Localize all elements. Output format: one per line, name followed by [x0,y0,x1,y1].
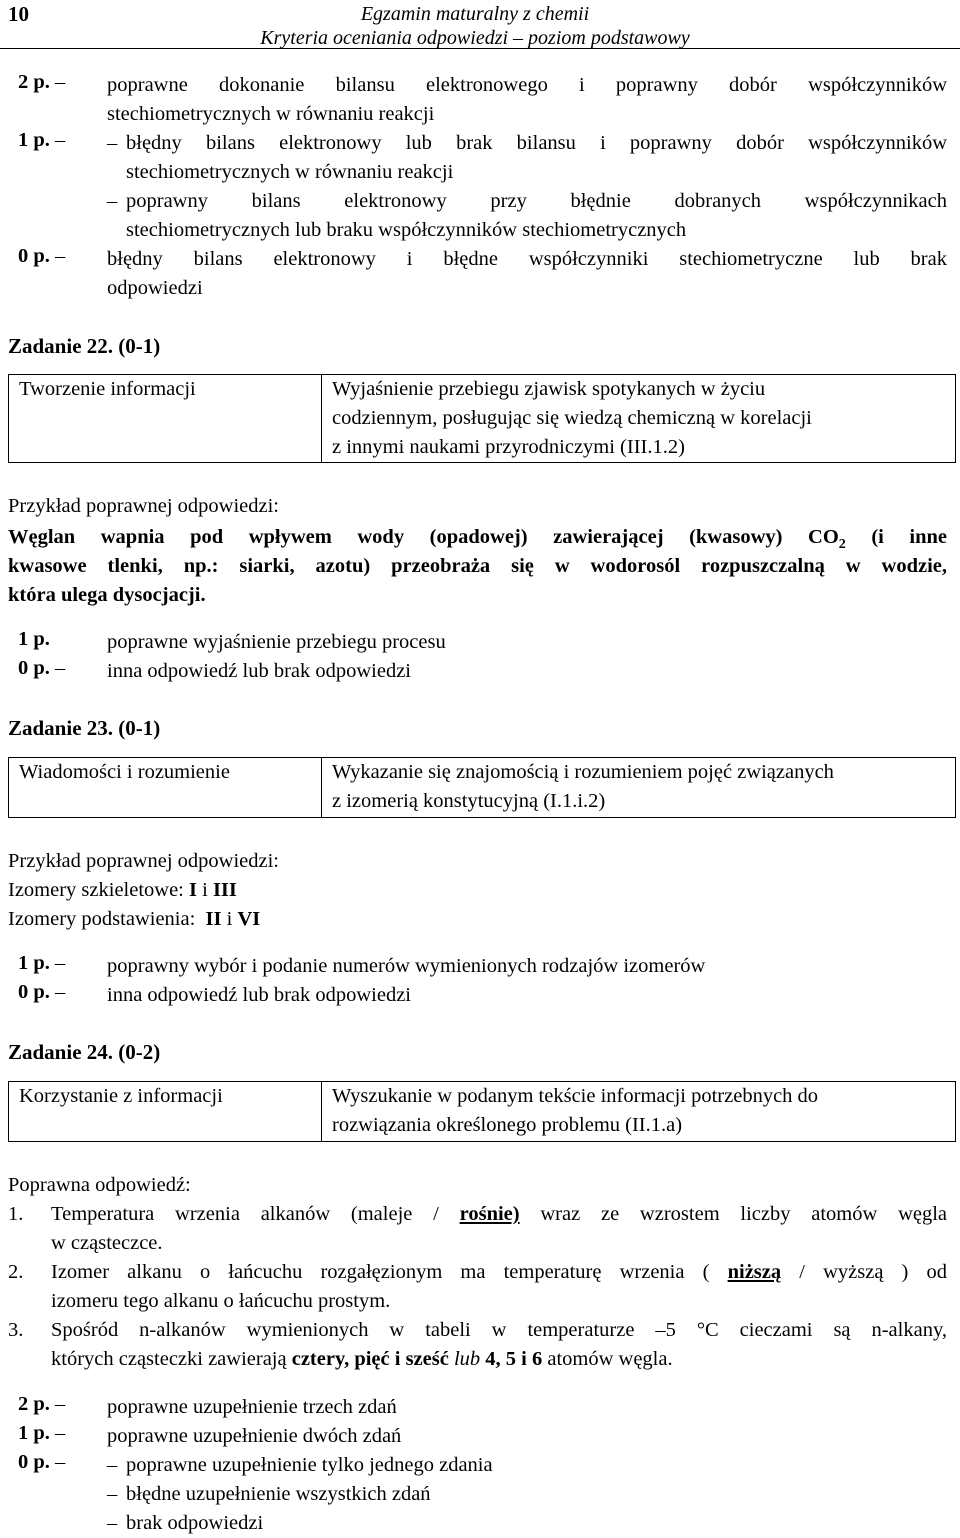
task-24-score-0p-label: 0 p. – [18,1451,66,1473]
task-23-score-0p-label: 0 p. – [18,981,66,1003]
task-23-title: Zadanie 23. (0-1) [8,716,161,740]
task-24-answer-3-line1: Spośród n-alkanów wymienionych w tabeli w temperaturze –5 °C cieczami są n-alkany, [51,1319,947,1341]
task-22-requirements-table [8,374,956,463]
dash-bullet: – [107,132,118,154]
exam-subtitle: Kryteria oceniania odpowiedzi – poziom podstawowy [260,27,690,49]
dash-bullet: – [107,1512,118,1534]
task-22-score-1p-label: 1 p. [18,628,50,650]
task-22-score-0p: inna odpowiedź lub brak odpowiedzi [107,660,412,682]
task-22-answer-line1: Węglan wapnia pod wpływem wody (opadowej) zawierającej (kwasowy) $CO_2$ (i inne [8,526,947,553]
header-divider [0,48,960,49]
exam-title: Egzamin maturalny z chemii [360,3,590,25]
task-24-score-0p-a: poprawne uzupełnienie tylko jednego zdania [126,1454,493,1476]
task-22-title: Zadanie 22. (0-1) [8,334,161,358]
task-22-example-label: Przykład poprawnej odpowiedzi: [8,495,279,517]
task-22-requirement: Wyjaśnienie przebiegu zjawisk spotykanych w życiu codziennym, posługując się wiedzą chemiczną w korelacji z innymi naukami przyrodniczymi (III.1.2) [322,375,956,463]
score-label-2p: 2 p. – [18,71,66,93]
task-24-category: Korzystanie z informacji [9,1082,322,1142]
score-2p-line1: poprawne dokonanie bilansu elektronowego i poprawny dobór współczynników [107,74,947,96]
score-2p-line2: stechiometrycznych w równaniu reakcji [107,103,435,125]
score-1p-a-line1: błędny bilans elektronowy lub brak bilansu i poprawny dobór współczynników [126,132,947,154]
page-number: 10 [8,2,29,26]
task-22-score-1p: poprawne wyjaśnienie przebiegu procesu [107,631,446,653]
task-22-answer-line3: która ulega dysocjacji. [8,584,206,606]
task-24-requirement: Wyszukanie w podanym tekście informacji potrzebnych do rozwiązania określonego problemu (II.1.a) [322,1082,956,1142]
score-0p-line1: błędny bilans elektronowy i błędne współczynniki stechiometryczne lub brak [107,248,947,270]
task-24-answer-1-line1: Temperatura wrzenia alkanów (maleje / rośnie) wraz ze wzrostem liczby atomów węgla [51,1203,948,1225]
dash-bullet: – [107,1454,118,1476]
task-24-answer-2-line2: izomeru tego alkanu o łańcuchu prostym. [51,1290,391,1312]
score-1p-b-line1: poprawny bilans elektronowy przy błędnie dobranych współczynnikach [126,190,947,212]
score-0p-line2: odpowiedzi [107,277,203,299]
task-24-answer-label: Poprawna odpowiedź: [8,1174,191,1196]
answer-number-3: 3. [8,1319,24,1341]
task-24-answer-2-line1: Izomer alkanu o łańcuchu rozgałęzionym ma temperaturę wrzenia ( niższą / wyższą ) od [51,1261,948,1283]
task-23-substitution-isomers: Izomery podstawienia: II i VI [8,908,261,930]
dash-bullet: – [107,190,118,212]
task-24-answer-1-line2: w cząsteczce. [51,1232,163,1254]
score-1p-a-line2: stechiometrycznych w równaniu reakcji [126,161,454,183]
score-1p-b-line2: stechiometrycznych lub braku współczynników stechiometrycznych [126,219,687,241]
task-23-skeletal-isomers: Izomery szkieletowe: I i III [8,879,237,901]
task-23-category: Wiadomości i rozumienie [9,758,322,818]
task-23-requirements-table [8,757,956,818]
task-23-score-1p-label: 1 p. – [18,952,66,974]
task-22-answer-line2: kwasowe tlenki, np.: siarki, azotu) przeobraża się w wodorosól rozpuszczalną w wodzie, [8,555,947,577]
task-23-example-label: Przykład poprawnej odpowiedzi: [8,850,279,872]
task-23-score-1p: poprawny wybór i podanie numerów wymienionych rodzajów izomerów [107,955,706,977]
task-23-requirement: Wykazanie się znajomością i rozumieniem pojęć związanych z izomerią konstytucyjną (I.1.i.2) [322,758,956,818]
task-23-score-0p: inna odpowiedź lub brak odpowiedzi [107,984,412,1006]
answer-number-1: 1. [8,1203,24,1225]
answer-number-2: 2. [8,1261,24,1283]
task-24-requirements-table [8,1081,956,1142]
task-24-answer-3-line2: których cząsteczki zawierają cztery, pięć i sześć lub 4, 5 i 6 atomów węgla. [51,1348,673,1370]
task-22-score-0p-label: 0 p. – [18,657,66,679]
task-24-score-1p-label: 1 p. – [18,1422,66,1444]
task-24-score-0p-b: błędne uzupełnienie wszystkich zdań [126,1483,431,1505]
task-24-score-2p-label: 2 p. – [18,1393,66,1415]
score-label-1p: 1 p. – [18,129,66,151]
dash-bullet: – [107,1483,118,1505]
page-header [245,2,705,50]
task-24-score-0p-c: brak odpowiedzi [126,1512,264,1534]
task-24-score-2p: poprawne uzupełnienie trzech zdań [107,1396,397,1418]
task-22-category: Tworzenie informacji [9,375,322,463]
task-24-score-1p: poprawne uzupełnienie dwóch zdań [107,1425,402,1447]
task-24-title: Zadanie 24. (0-2) [8,1040,161,1064]
score-label-0p: 0 p. – [18,245,66,267]
